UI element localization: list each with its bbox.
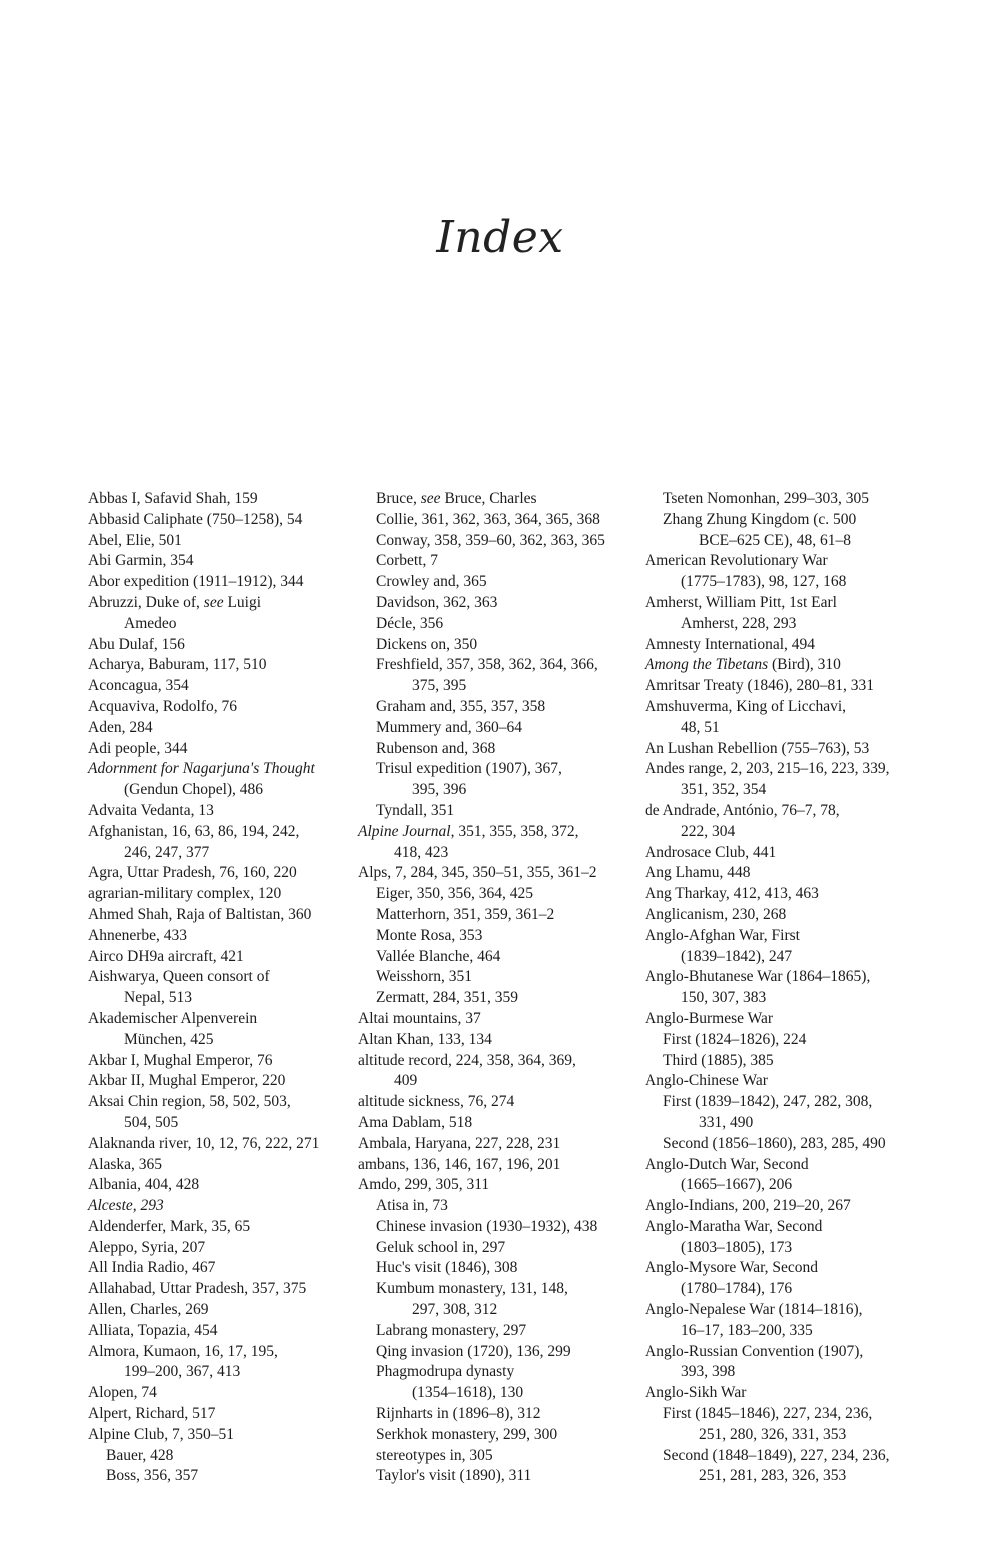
index-entry: Abu Dulaf, 156 bbox=[88, 635, 185, 653]
index-entry: Alceste, 293 bbox=[88, 1197, 164, 1215]
index-entry: Second (1848–1849), 227, 234, 236, bbox=[663, 1446, 890, 1464]
index-entry: Second (1856–1860), 283, 285, 490 bbox=[663, 1134, 886, 1152]
index-entry: München, 425 bbox=[124, 1030, 214, 1048]
index-entry: altitude sickness, 76, 274 bbox=[358, 1093, 515, 1111]
index-entry: Andes range, 2, 203, 215–16, 223, 339, bbox=[645, 760, 890, 778]
index-entry: Ama Dablam, 518 bbox=[358, 1113, 473, 1131]
index-entry: Anglo-Russian Convention (1907), bbox=[645, 1342, 864, 1360]
index-entry: Aksai Chin region, 58, 502, 503, bbox=[88, 1093, 291, 1111]
index-entry: Anglo-Sikh War bbox=[645, 1384, 747, 1402]
index-entry: Akademischer Alpenverein bbox=[88, 1009, 258, 1027]
index-entry: Weisshorn, 351 bbox=[376, 968, 473, 986]
index-entry: 395, 396 bbox=[412, 781, 467, 799]
index-entry: Amherst, William Pitt, 1st Earl bbox=[645, 593, 837, 611]
index-entry: Afghanistan, 16, 63, 86, 194, 242, bbox=[88, 822, 300, 840]
index-entry: Corbett, 7 bbox=[376, 552, 438, 570]
index-entry: First (1824–1826), 224 bbox=[663, 1030, 807, 1048]
index-entry: 222, 304 bbox=[681, 822, 736, 840]
index-entry: Ahnenerbe, 433 bbox=[88, 926, 187, 944]
index-entry: Alps, 7, 284, 345, 350–51, 355, 361–2 bbox=[358, 864, 597, 882]
index-entry: Bruce, see Bruce, Charles bbox=[376, 490, 537, 507]
index-entry: agrarian-military complex, 120 bbox=[88, 885, 282, 903]
index-entry: Abruzzi, Duke of, see Luigi bbox=[88, 593, 262, 611]
index-entry: 199–200, 367, 413 bbox=[124, 1363, 241, 1381]
index-entry: Huc's visit (1846), 308 bbox=[376, 1259, 518, 1277]
index-entry: Serkhok monastery, 299, 300 bbox=[376, 1425, 558, 1443]
index-entry: stereotypes in, 305 bbox=[376, 1446, 493, 1464]
index-entry: (1803–1805), 173 bbox=[681, 1238, 793, 1256]
index-entry: Amherst, 228, 293 bbox=[681, 614, 797, 632]
index-entry: Anglo-Burmese War bbox=[645, 1009, 774, 1027]
index-entry: Adi people, 344 bbox=[88, 739, 188, 757]
index-entry: Boss, 356, 357 bbox=[106, 1467, 199, 1485]
index-entry: Labrang monastery, 297 bbox=[376, 1321, 527, 1339]
index-entry: Crowley and, 365 bbox=[376, 573, 487, 591]
index-column-3 bbox=[645, 489, 945, 1487]
index-entry: Anglo-Mysore War, Second bbox=[645, 1259, 819, 1277]
index-entry: Alpine Club, 7, 350–51 bbox=[88, 1425, 234, 1443]
index-entry: 246, 247, 377 bbox=[124, 843, 210, 861]
index-entry: Abel, Elie, 501 bbox=[88, 531, 182, 549]
index-entry: Anglo-Nepalese War (1814–1816), bbox=[645, 1301, 863, 1319]
index-entry: Nepal, 513 bbox=[124, 989, 193, 1007]
index-entry: Agra, Uttar Pradesh, 76, 160, 220 bbox=[88, 864, 297, 882]
index-entry: Geluk school in, 297 bbox=[376, 1238, 506, 1256]
index-entry: 48, 51 bbox=[681, 718, 720, 736]
index-entry: Anglo-Chinese War bbox=[645, 1072, 768, 1090]
index-entry: Among the Tibetans (Bird), 310 bbox=[645, 656, 841, 674]
index-entry: (1665–1667), 206 bbox=[681, 1176, 793, 1194]
index-entry: Amedeo bbox=[124, 614, 177, 632]
index-entry: (1775–1783), 98, 127, 168 bbox=[681, 573, 847, 591]
index-entry: 393, 398 bbox=[681, 1363, 736, 1381]
index-entry: 504, 505 bbox=[124, 1113, 179, 1131]
index-entry: Anglo-Bhutanese War (1864–1865), bbox=[645, 968, 871, 986]
index-entry: Tseten Nomonhan, 299–303, 305 bbox=[663, 490, 869, 507]
index-column-2 bbox=[358, 489, 658, 1487]
index-entry: Matterhorn, 351, 359, 361–2 bbox=[376, 905, 555, 923]
index-entry: 297, 308, 312 bbox=[412, 1301, 498, 1319]
index-entry: Akbar I, Mughal Emperor, 76 bbox=[88, 1051, 273, 1069]
index-entry: Ang Tharkay, 412, 413, 463 bbox=[645, 885, 819, 903]
index-entry: Alliata, Topazia, 454 bbox=[88, 1321, 218, 1339]
index-entry: Aden, 284 bbox=[88, 718, 153, 736]
index-entry: ambans, 136, 146, 167, 196, 201 bbox=[358, 1155, 561, 1173]
index-entry: Alopen, 74 bbox=[88, 1384, 157, 1402]
index-entry: Aishwarya, Queen consort of bbox=[88, 968, 270, 986]
index-entry: Eiger, 350, 356, 364, 425 bbox=[376, 885, 533, 903]
index-entry: 375, 395 bbox=[412, 677, 467, 695]
index-entry: Third (1885), 385 bbox=[663, 1051, 774, 1069]
index-entry: Aconcagua, 354 bbox=[88, 677, 189, 695]
index-entry: Tyndall, 351 bbox=[376, 801, 455, 819]
index-entry: Monte Rosa, 353 bbox=[376, 926, 483, 944]
index-entry: Anglicanism, 230, 268 bbox=[645, 905, 787, 923]
index-entry: Ambala, Haryana, 227, 228, 231 bbox=[358, 1134, 561, 1152]
index-entry: Kumbum monastery, 131, 148, bbox=[376, 1280, 568, 1298]
index-entry: (Gendun Chopel), 486 bbox=[124, 781, 264, 799]
index-entry: Androsace Club, 441 bbox=[645, 843, 777, 861]
index-entry: Décle, 356 bbox=[376, 614, 444, 632]
index-entry: American Revolutionary War bbox=[645, 552, 828, 570]
index-entry: Aldenderfer, Mark, 35, 65 bbox=[88, 1217, 251, 1235]
index-entry: de Andrade, António, 76–7, 78, bbox=[645, 801, 840, 819]
index-entry: Alpine Journal, 351, 355, 358, 372, bbox=[358, 822, 579, 840]
index-entry: Davidson, 362, 363 bbox=[376, 593, 498, 611]
index-entry: Albania, 404, 428 bbox=[88, 1176, 200, 1194]
index-entry: Abbas I, Safavid Shah, 159 bbox=[88, 490, 258, 507]
index-entry: Abbasid Caliphate (750–1258), 54 bbox=[88, 510, 303, 528]
index-entry: Taylor's visit (1890), 311 bbox=[376, 1467, 532, 1485]
index-entry: Vallée Blanche, 464 bbox=[376, 947, 501, 965]
index-entry: Zhang Zhung Kingdom (c. 500 bbox=[663, 510, 857, 528]
index-entry: Akbar II, Mughal Emperor, 220 bbox=[88, 1072, 286, 1090]
index-entry: Advaita Vedanta, 13 bbox=[88, 801, 214, 819]
page-title: Index bbox=[436, 212, 564, 263]
index-entry: Dickens on, 350 bbox=[376, 635, 478, 653]
index-entry: Acharya, Baburam, 117, 510 bbox=[88, 656, 267, 674]
index-entry: Almora, Kumaon, 16, 17, 195, bbox=[88, 1342, 278, 1360]
index-entry: Collie, 361, 362, 363, 364, 365, 368 bbox=[376, 510, 600, 528]
index-entry: Freshfield, 357, 358, 362, 364, 366, bbox=[376, 656, 598, 674]
index-entry: Mummery and, 360–64 bbox=[376, 718, 522, 736]
index-entry: Trisul expedition (1907), 367, bbox=[376, 760, 562, 778]
index-entry: Phagmodrupa dynasty bbox=[376, 1363, 515, 1381]
index-entry: Atisa in, 73 bbox=[376, 1197, 448, 1215]
index-entry: 150, 307, 383 bbox=[681, 989, 767, 1007]
index-entry: 418, 423 bbox=[394, 843, 449, 861]
index-entry: Amshuverma, King of Licchavi, bbox=[645, 697, 847, 715]
index-entry: Abi Garmin, 354 bbox=[88, 552, 194, 570]
index-entry: 351, 352, 354 bbox=[681, 781, 767, 799]
index-entry: Ang Lhamu, 448 bbox=[645, 864, 751, 882]
index-entry: Anglo-Dutch War, Second bbox=[645, 1155, 809, 1173]
index-entry: Allahabad, Uttar Pradesh, 357, 375 bbox=[88, 1280, 307, 1298]
index-entry: Zermatt, 284, 351, 359 bbox=[376, 989, 519, 1007]
index-entry: (1839–1842), 247 bbox=[681, 947, 793, 965]
index-entry: Conway, 358, 359–60, 362, 363, 365 bbox=[376, 531, 605, 549]
index-entry: altitude record, 224, 358, 364, 369, bbox=[358, 1051, 576, 1069]
index-entry: Ahmed Shah, Raja of Baltistan, 360 bbox=[88, 905, 312, 923]
index-entry: 331, 490 bbox=[699, 1113, 754, 1131]
index-entry: First (1845–1846), 227, 234, 236, bbox=[663, 1405, 873, 1423]
index-entry: (1780–1784), 176 bbox=[681, 1280, 793, 1298]
index-entry: Aleppo, Syria, 207 bbox=[88, 1238, 206, 1256]
index-entry: Altan Khan, 133, 134 bbox=[358, 1030, 492, 1048]
index-entry: Rubenson and, 368 bbox=[376, 739, 496, 757]
index-entry: Airco DH9a aircraft, 421 bbox=[88, 947, 244, 965]
index-entry: Chinese invasion (1930–1932), 438 bbox=[376, 1217, 598, 1235]
index-entry: Abor expedition (1911–1912), 344 bbox=[88, 573, 304, 591]
index-entry: Alpert, Richard, 517 bbox=[88, 1405, 216, 1423]
index-entry: Altai mountains, 37 bbox=[358, 1009, 481, 1027]
index-entry: BCE–625 CE), 48, 61–8 bbox=[699, 531, 851, 549]
index-entry: Alaska, 365 bbox=[88, 1155, 163, 1173]
index-entry: 251, 281, 283, 326, 353 bbox=[699, 1467, 847, 1485]
index-entry: Adornment for Nagarjuna's Thought bbox=[88, 760, 315, 778]
index-entry: An Lushan Rebellion (755–763), 53 bbox=[645, 739, 870, 757]
index-entry: Rijnharts in (1896–8), 312 bbox=[376, 1405, 541, 1423]
index-entry: Amritsar Treaty (1846), 280–81, 331 bbox=[645, 677, 875, 695]
index-entry: Bauer, 428 bbox=[106, 1446, 174, 1464]
index-entry: Amnesty International, 494 bbox=[645, 635, 816, 653]
index-entry: Acquaviva, Rodolfo, 76 bbox=[88, 697, 237, 715]
index-entry: Alaknanda river, 10, 12, 76, 222, 271 bbox=[88, 1134, 320, 1152]
index-entry: Graham and, 355, 357, 358 bbox=[376, 697, 546, 715]
index-entry: 16–17, 183–200, 335 bbox=[681, 1321, 813, 1339]
index-column-1 bbox=[88, 489, 388, 1487]
index-entry: Anglo-Maratha War, Second bbox=[645, 1217, 823, 1235]
index-entry: (1354–1618), 130 bbox=[412, 1384, 524, 1402]
index-entry: Anglo-Indians, 200, 219–20, 267 bbox=[645, 1197, 851, 1215]
index-entry: Qing invasion (1720), 136, 299 bbox=[376, 1342, 571, 1360]
index-entry: All India Radio, 467 bbox=[88, 1259, 216, 1277]
index-entry: 409 bbox=[394, 1072, 418, 1090]
index-entry: Allen, Charles, 269 bbox=[88, 1301, 209, 1319]
index-entry: Anglo-Afghan War, First bbox=[645, 926, 800, 944]
index-entry: Amdo, 299, 305, 311 bbox=[358, 1176, 490, 1194]
index-entry: First (1839–1842), 247, 282, 308, bbox=[663, 1093, 873, 1111]
index-entry: 251, 280, 326, 331, 353 bbox=[699, 1425, 847, 1443]
